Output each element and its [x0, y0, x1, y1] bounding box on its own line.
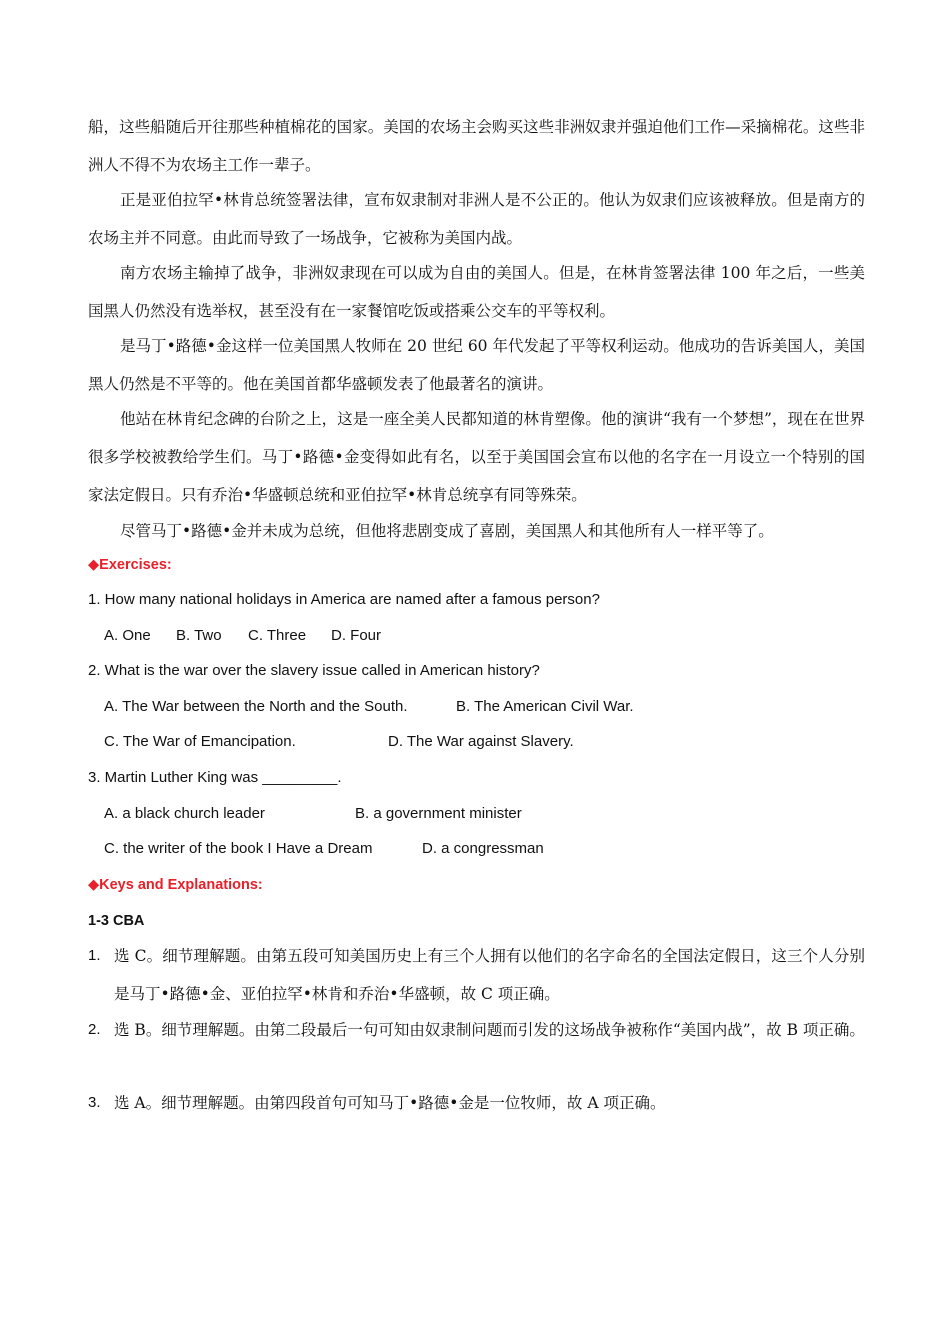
- passage-paragraph: 船，这些船随后开往那些种植棉花的国家。美国的农场主会购买这些非洲奴隶并强迫他们工作—采摘棉花。这些非洲人不得不为农场主工作一辈子。: [88, 118, 865, 174]
- q3-option-c: C. the writer of the book I Have a Dream: [104, 840, 373, 857]
- q2-option-c: C. The War of Emancipation.: [104, 733, 296, 750]
- exercises-heading: ◆Exercises:: [88, 557, 172, 573]
- question-2: 2. What is the war over the slavery issue called in American history?: [88, 662, 540, 679]
- explanation-number: 2.: [88, 1021, 101, 1038]
- q2-option-d: D. The War against Slavery.: [388, 733, 574, 750]
- q1-option-a: A. One: [104, 627, 151, 644]
- passage-paragraph: 南方农场主输掉了战争，非洲奴隶现在可以成为自由的美国人。但是，在林肯签署法律 100 年之后，一些美国黑人仍然没有选举权，甚至没有在一家餐馆吃饭或搭乘公交车的平等权利。: [88, 264, 865, 320]
- explanation-item: [88, 1011, 865, 1049]
- q3-option-d: D. a congressman: [422, 840, 544, 857]
- explanation-number: 3.: [88, 1094, 101, 1111]
- answer-key: 1-3 CBA: [88, 913, 145, 929]
- explanation-text: 选 A。细节理解题。由第四段首句可知马丁•路德•金是一位牧师，故 A 项正确。: [114, 1094, 666, 1112]
- q1-option-c: C. Three: [248, 627, 307, 644]
- q2-option-b: B. The American Civil War.: [456, 698, 634, 715]
- explanation-item: [88, 937, 865, 1013]
- passage-paragraph: 他站在林肯纪念碑的台阶之上，这是一座全美人民都知道的林肯塑像。他的演讲“我有一个梦想”，现在在世界很多学校被教给学生们。马丁•路德•金变得如此有名，以至于美国国会宣布以他的名字在一月设立一个特别的国家法定假日。只有乔治•华盛顿总统和亚伯拉罕•林肯总统享有同等殊荣。: [88, 410, 865, 504]
- q3-option-b: B. a government minister: [355, 805, 522, 822]
- passage-paragraph: 正是亚伯拉罕•林肯总统签署法律，宣布奴隶制对非洲人是不公正的。他认为奴隶们应该被释放。但是南方的农场主并不同意。由此而导致了一场战争，它被称为美国内战。: [88, 191, 865, 247]
- q1-option-b: B. Two: [176, 627, 222, 644]
- explanation-number: 1.: [88, 947, 101, 964]
- question-3: 3. Martin Luther King was _________.: [88, 769, 342, 786]
- keys-heading: ◆Keys and Explanations:: [88, 877, 263, 893]
- q1-option-d: D. Four: [331, 627, 382, 644]
- passage-paragraph: 尽管马丁•路德•金并未成为总统，但他将悲剧变成了喜剧，美国黑人和其他所有人一样平等了。: [120, 522, 774, 540]
- explanation-text: 选 C。细节理解题。由第五段可知美国历史上有三个人拥有以他们的名字命名的全国法定假日，这三个人分别是马丁•路德•金、亚伯拉罕•林肯和乔治•华盛顿，故 C 项正确。: [114, 947, 865, 1003]
- explanation-text: 选 B。细节理解题。由第二段最后一句可知由奴隶制问题而引发的这场战争被称作“美国内战”，故 B 项正确。: [114, 1021, 865, 1039]
- passage-paragraph: 是马丁•路德•金这样一位美国黑人牧师在 20 世纪 60 年代发起了平等权利运动。他成功的告诉美国人，美国黑人仍然是不平等的。他在美国首都华盛顿发表了他最著名的演讲。: [88, 337, 865, 393]
- q3-option-a: A. a black church leader: [104, 805, 265, 822]
- q2-option-a: A. The War between the North and the South.: [104, 698, 408, 715]
- explanation-item: [88, 1084, 865, 1122]
- question-1: 1. How many national holidays in America are named after a famous person?: [88, 591, 600, 608]
